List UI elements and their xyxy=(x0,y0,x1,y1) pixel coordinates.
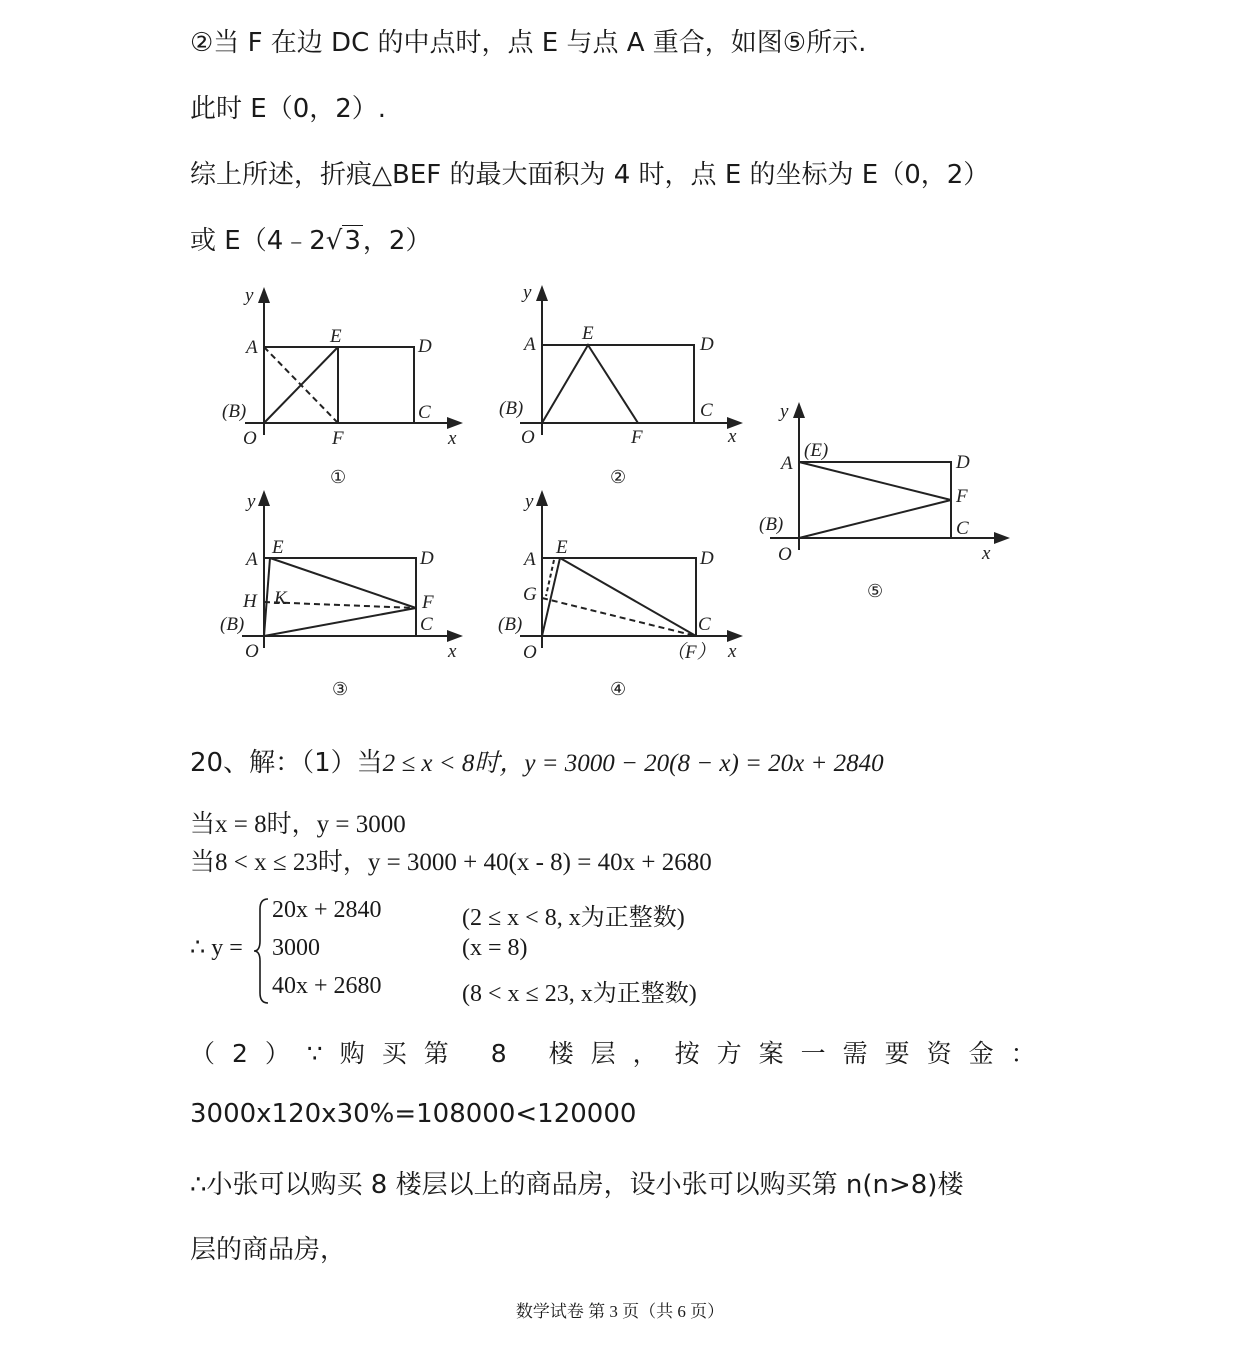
fig5-number: ⑤ xyxy=(867,581,884,601)
fig2-label-e: E xyxy=(582,323,594,344)
figures-svg xyxy=(190,280,1050,720)
fig5-label-d: D xyxy=(956,452,970,473)
sqrt-radicand: 3 xyxy=(344,226,361,256)
fig1-label-b: (B) xyxy=(222,401,247,422)
fig1-number: ① xyxy=(330,467,347,487)
alt-e-prefix: 或 E（4﹣2 xyxy=(190,226,326,256)
fig4-label-f: （F） xyxy=(666,642,716,663)
problem20-heading: 20、解：（1）当 xyxy=(190,748,383,778)
part2-line2: 3000x120x30%=108000<120000 xyxy=(190,1099,637,1129)
alt-e-suffix: ，2） xyxy=(362,226,432,256)
text-line-conclusion: 综上所述，折痕△BEF 的最大面积为 4 时，点 E 的坐标为 E（0，2） xyxy=(190,160,990,190)
fig2-label-f: F xyxy=(631,427,643,448)
fig1-label-f: F xyxy=(332,428,344,449)
fig5-label-b: (B) xyxy=(759,514,784,535)
fig1-label-e: E xyxy=(330,326,342,347)
fig1-label-y: y xyxy=(245,285,254,306)
fig3-label-c: C xyxy=(420,614,433,635)
fig4-label-c: C xyxy=(698,614,711,635)
fig4-number: ④ xyxy=(610,679,627,699)
piecewise-row1-cond: (2 ≤ x < 8, x为正整数) xyxy=(462,905,685,931)
text-line-e-coordinates: 此时 E（0，2）. xyxy=(190,94,387,124)
piecewise-row2-expr: 3000 xyxy=(272,935,320,961)
text-line-f-midpoint: ②当 F 在边 DC 的中点时，点 E 与点 A 重合，如图⑤所示. xyxy=(190,28,867,58)
piecewise-row2-cond: (x = 8) xyxy=(462,935,528,961)
text-line-alternative-e xyxy=(190,220,431,257)
fig3-label-f: F xyxy=(422,592,434,613)
fig3-label-e: E xyxy=(272,537,284,558)
fig2-label-c: C xyxy=(700,400,713,421)
piecewise-function xyxy=(190,893,890,1008)
fig5-label-y: y xyxy=(780,401,789,422)
fig2-label-a: A xyxy=(524,334,536,355)
fig4-label-a: A xyxy=(524,549,536,570)
fig2-number: ② xyxy=(610,467,627,487)
problem20-line3: 当8 < x ≤ 23时，y = 3000 + 40(x - 8) = 40x + 2680 xyxy=(190,849,712,876)
piecewise-row3-expr: 40x + 2680 xyxy=(272,973,382,999)
fig5-label-x: x xyxy=(982,543,991,564)
figure-group xyxy=(190,280,1050,720)
fig3-label-y: y xyxy=(247,491,256,512)
fig5-label-c: C xyxy=(956,518,969,539)
fig4-label-e: E xyxy=(556,537,568,558)
piecewise-lhs: ∴ y = xyxy=(190,935,243,961)
fig2-label-x: x xyxy=(728,426,737,447)
fig4-label-d: D xyxy=(700,548,714,569)
fig3-label-o: O xyxy=(245,641,259,662)
sqrt-radical: √3 xyxy=(325,226,361,256)
fig3-label-h: H xyxy=(243,591,257,612)
fig5-label-a: A xyxy=(781,453,793,474)
fig1-label-c: C xyxy=(418,402,431,423)
fig2-label-y: y xyxy=(523,282,532,303)
fig3-label-a: A xyxy=(246,549,258,570)
part2-line3: ∴小张可以购买 8 楼层以上的商品房，设小张可以购买第 n(n>8)楼 xyxy=(190,1170,964,1200)
fig1-label-o: O xyxy=(243,428,257,449)
problem20-line2: 当x = 8时，y = 3000 xyxy=(190,811,406,838)
fig5-label-f: F xyxy=(956,486,968,507)
fig4-label-b: (B) xyxy=(498,614,523,635)
fig3-label-b: (B) xyxy=(220,614,245,635)
fig3-number: ③ xyxy=(332,679,349,699)
piecewise-row1-expr: 20x + 2840 xyxy=(272,897,382,923)
page-footer: 数学试卷 第 3 页（共 6 页） xyxy=(515,1302,725,1321)
problem20-formula1: 2 ≤ x < 8时，y = 3000 − 20(8 − x) = 20x + 2840 xyxy=(382,750,884,777)
fig3-label-k: K xyxy=(274,588,287,609)
piecewise-brace xyxy=(252,897,270,1005)
fig2-label-d: D xyxy=(700,334,714,355)
fig1-label-d: D xyxy=(418,336,432,357)
fig3-label-x: x xyxy=(448,641,457,662)
problem20-line1 xyxy=(190,742,884,779)
fig4-label-g: G xyxy=(523,584,537,605)
fig5-label-e: (E) xyxy=(804,440,829,461)
fig4-label-y: y xyxy=(525,491,534,512)
fig4-label-x: x xyxy=(728,641,737,662)
part2-line1: （2）∵购买第 8 楼层，按方案一需要资金： xyxy=(190,1039,1053,1068)
fig2-label-b: (B) xyxy=(499,398,524,419)
fig3-label-d: D xyxy=(420,548,434,569)
fig1-label-a: A xyxy=(246,337,258,358)
part2-line4: 层的商品房， xyxy=(190,1235,347,1265)
piecewise-row3-cond: (8 < x ≤ 23, x为正整数) xyxy=(462,981,697,1007)
fig2-label-o: O xyxy=(521,427,535,448)
fig4-label-o: O xyxy=(523,642,537,663)
fig5-label-o: O xyxy=(778,544,792,565)
fig1-label-x: x xyxy=(448,428,457,449)
